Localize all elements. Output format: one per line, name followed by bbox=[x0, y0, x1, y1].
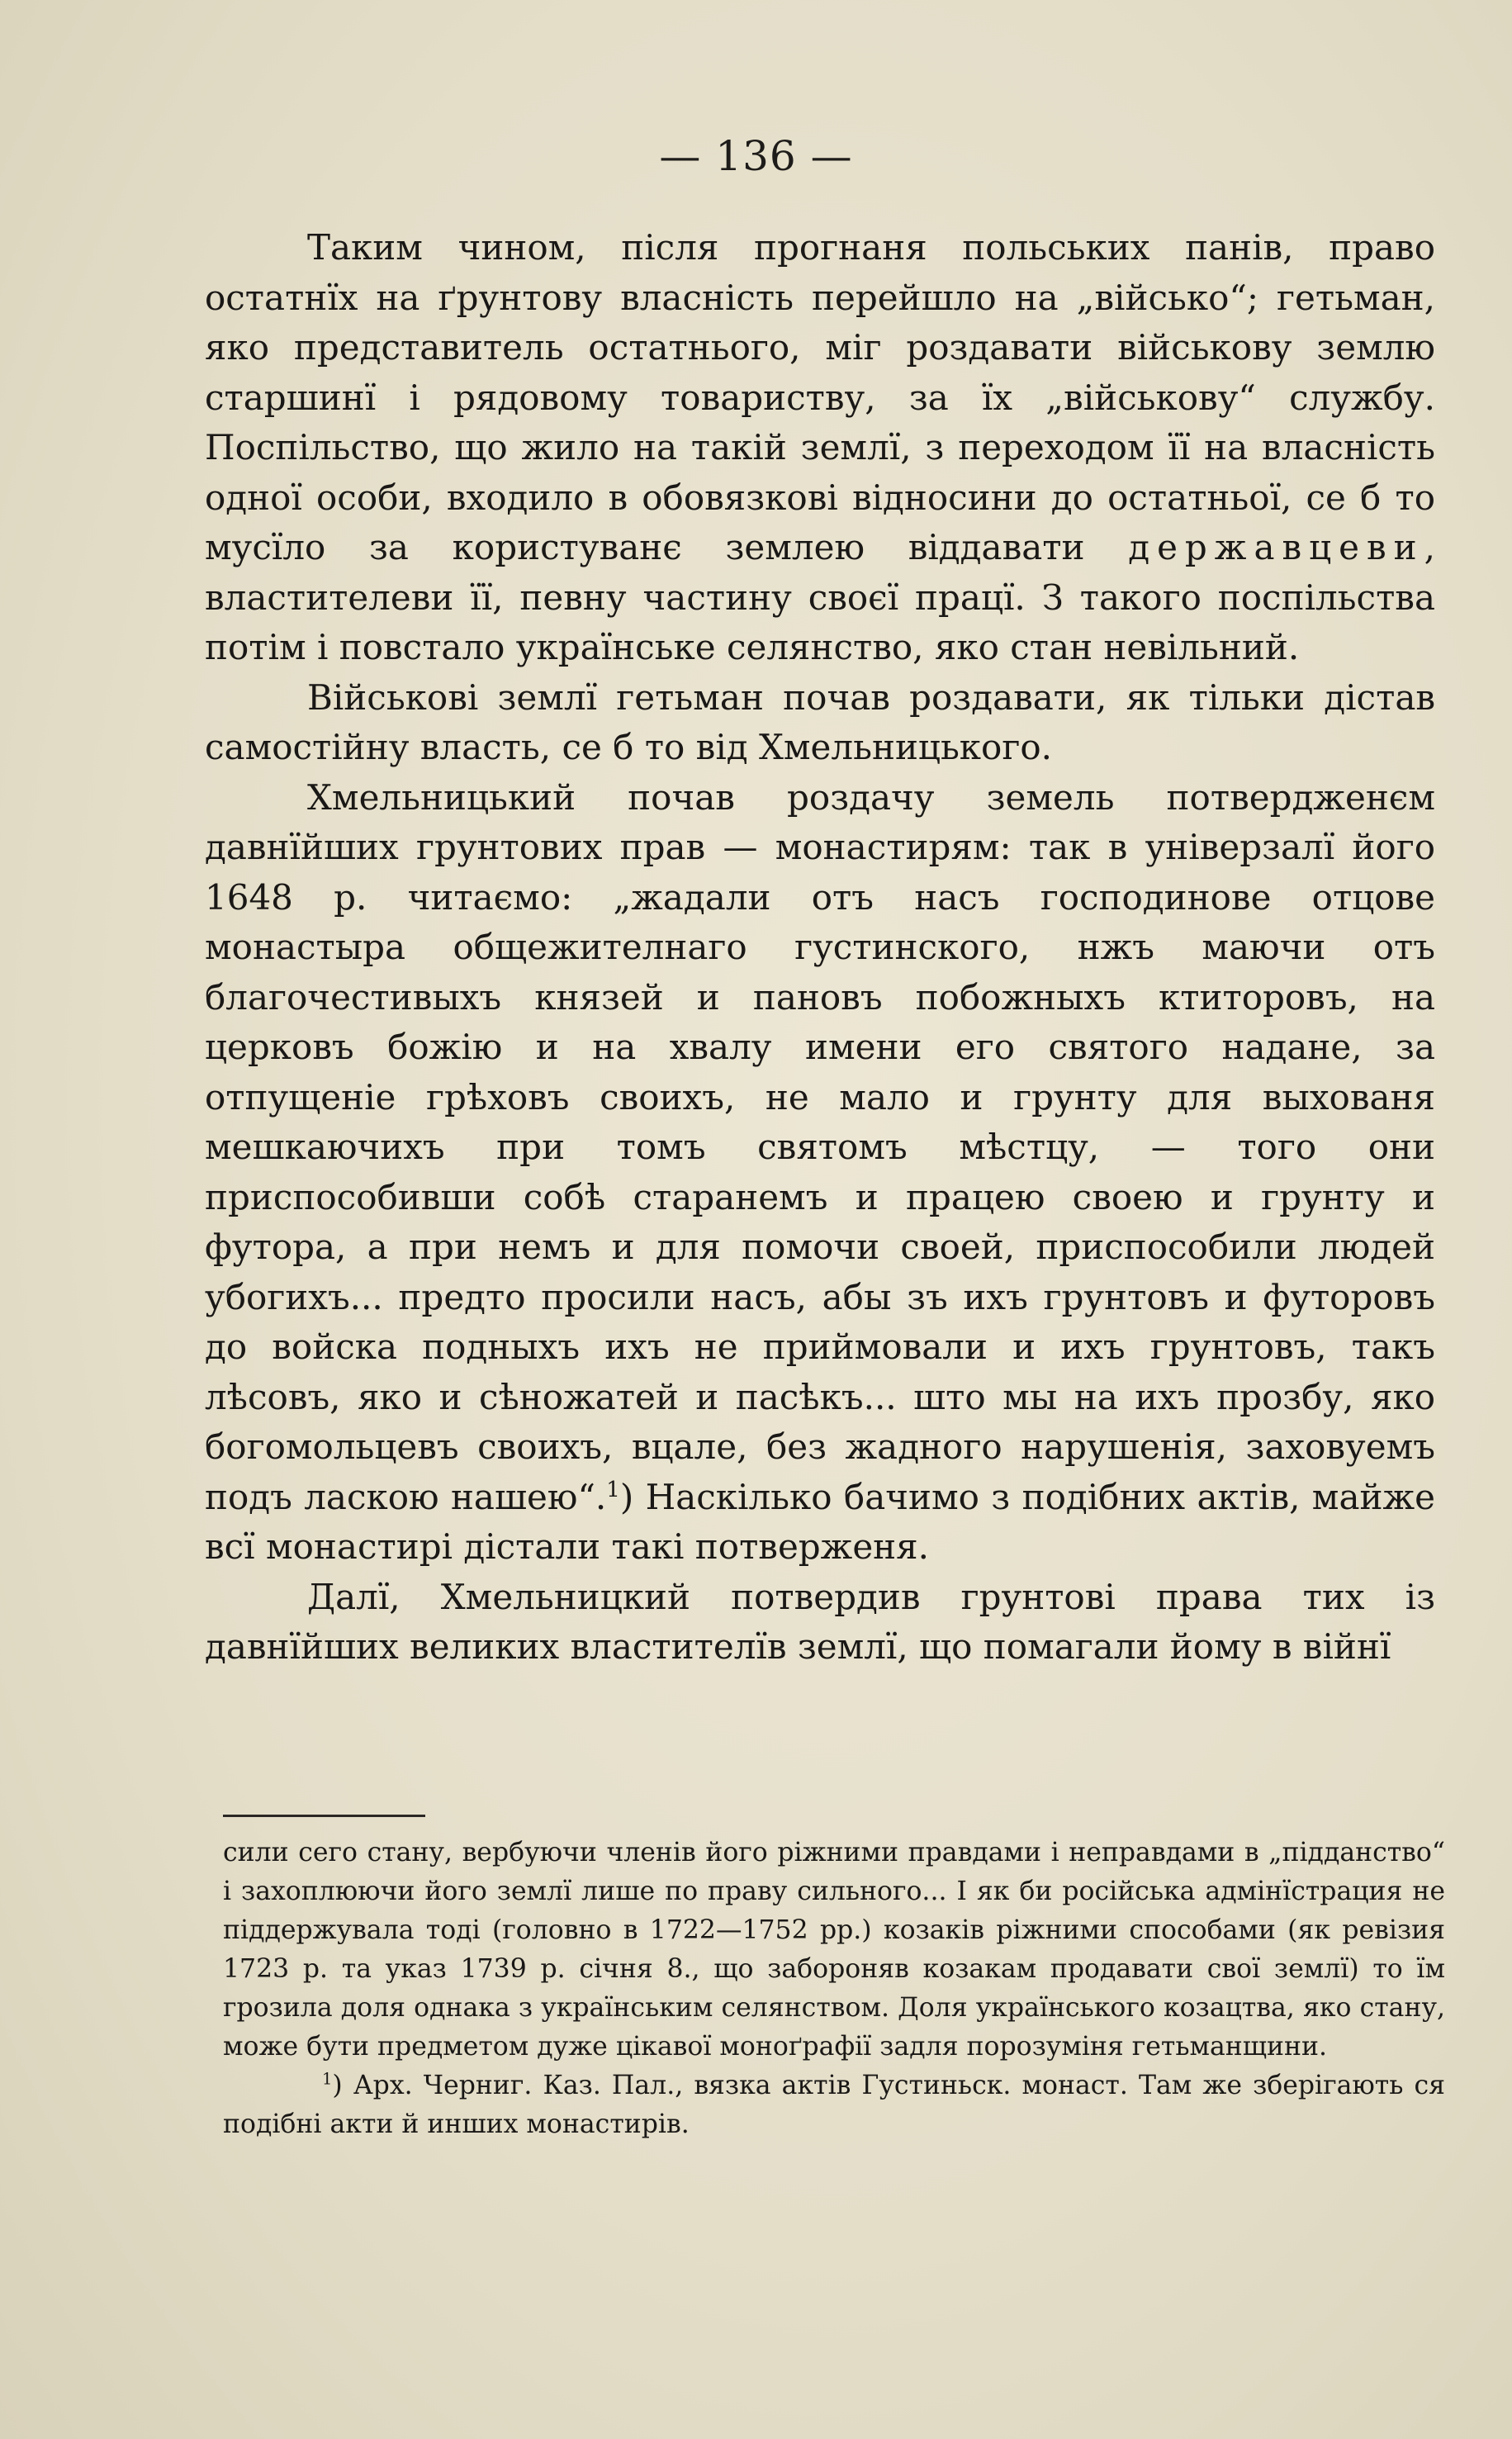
paragraph-text: Хмельницький почав роздачу земель потвердженєм давнїйших грунтових прав — монастирям: так в універзалї його 1648 р. читаємо: „жадали отъ насъ господинове отцове монастыра общежителнаго густинского, нжъ маючи отъ благочестивыхъ князей и пановъ побожныхъ ктиторовъ, на церковъ божiю и на хвалу имени его святого надане, за отпущенiе грѣховъ своихъ, не мало и грунту для выхованя мешкаючихъ при томъ святомъ мѣстцу, — того они приспособивши собѣ старанемъ и працею своею и грунту и футора, а при немъ и для помочи своей, приспособили людей убогихъ... предто просили насъ, абы зъ ихъ грунтовъ и футоровъ до войска подныхъ ихъ не приймовали и ихъ грунтовъ, такъ лѣсовъ, яко и сѣножатей и пасѣкъ... што мы на ихъ прозбу, яко богомольцевъ своихъ, вцале, без жадного нарушенiя, заховуемъ подъ ласкою нашею“. bbox=[205, 776, 1435, 1517]
paragraph-text: Таким чином, після прогнаня польських панів, право остатнїх на ґрунтову власність перейшло на „військо“; гетьман, яко представитель остатнього, міг роздавати військову землю старшинї і рядовому товариству, за їх „військову“ службу. Поспільство, що жило на такій землї, з переходом її на власність одної особи, входило в обовязкові відносини до остатньої, се б то мусїло за користуванє землею віддавати bbox=[205, 227, 1435, 567]
paragraph-text: Далї, Хмельницкий потвердив грунтові права тих із давнїйших великих властителїв землї, що помагали йому в війнї bbox=[205, 1576, 1435, 1667]
paragraph bbox=[205, 673, 1435, 773]
paragraph bbox=[205, 223, 1435, 673]
main-text bbox=[205, 223, 1435, 1673]
footnote-text: ) Арх. Черниг. Каз. Пал., вязка актів Густиньск. монаст. Там же зберігають ся подібні акти й инших монастирів. bbox=[223, 2071, 1445, 2139]
footnote-reference: 1 bbox=[606, 1477, 620, 1502]
footnote-divider bbox=[223, 1815, 425, 1817]
footnotes bbox=[223, 1834, 1445, 2144]
paragraph-text: ) Наскілько бачимо з подібних актів, майже всї монастирі дістали такі потверженя. bbox=[205, 1476, 1435, 1567]
footnote-marker: 1 bbox=[322, 2069, 333, 2089]
paragraph bbox=[205, 1573, 1435, 1673]
footnote-continuation: сили сего стану, вербуючи членів його ріжними правдами і неправдами в „підданство“ і захоплюючи його землї лише по праву сильного... І як би російська адмінїстрация не піддержувала тоді (головно в 1722—1752 рр.) козаків ріжними способами (як ревізия 1723 р. та указ 1739 р. січня 8., що забороняв козакам продавати свої землї) то їм грозила доля однака з українським селянством. Доля українського козацтва, яко стану, може бути предметом дуже цікавої моноґрафії задля порозуміня гетьманщини. bbox=[223, 1838, 1445, 2062]
paragraph-text: Військові землї гетьман почав роздавати, як тільки дістав самостійну власть, се б то від Хмельницького. bbox=[205, 676, 1435, 767]
footnote-1 bbox=[223, 2067, 1445, 2144]
spaced-word: державцеви bbox=[1128, 527, 1424, 567]
page-number: — 136 — bbox=[659, 132, 853, 180]
paragraph-text: , властителеви її, певну частину своєї працї. З такого поспільства потім і повстало українське селянство, яко стан невільний. bbox=[205, 527, 1435, 667]
paragraph bbox=[205, 773, 1435, 1573]
